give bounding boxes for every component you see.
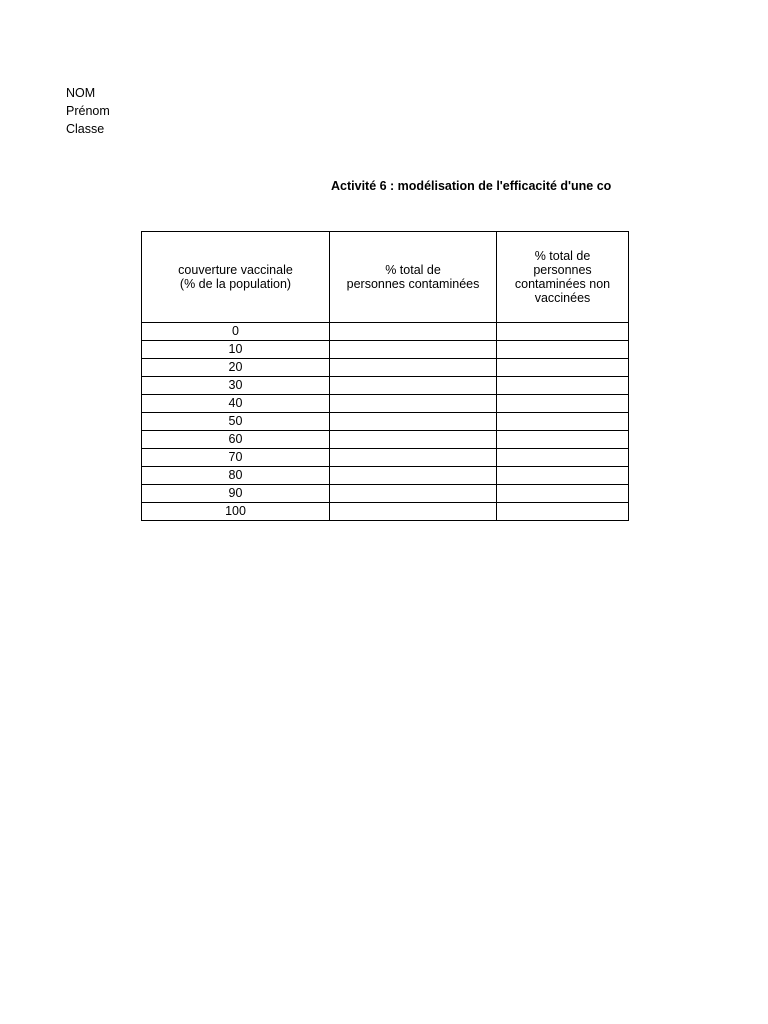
activity-title: Activité 6 : modélisation de l'efficacité d'une co xyxy=(331,179,612,193)
cell-total-infected[interactable] xyxy=(330,503,497,521)
cell-infected-unvaccinated[interactable] xyxy=(497,449,629,467)
cell-vaccine-coverage: 20 xyxy=(142,359,330,377)
data-table xyxy=(141,231,629,521)
table-row xyxy=(142,413,629,431)
cell-total-infected[interactable] xyxy=(330,485,497,503)
cell-infected-unvaccinated[interactable] xyxy=(497,395,629,413)
table-row xyxy=(142,467,629,485)
cell-total-infected[interactable] xyxy=(330,359,497,377)
cell-total-infected[interactable] xyxy=(330,323,497,341)
table-row xyxy=(142,323,629,341)
nom-label: NOM xyxy=(66,86,96,100)
cell-infected-unvaccinated[interactable] xyxy=(497,431,629,449)
cell-infected-unvaccinated[interactable] xyxy=(497,413,629,431)
cell-vaccine-coverage: 10 xyxy=(142,341,330,359)
cell-total-infected[interactable] xyxy=(330,467,497,485)
column-header-vaccine-coverage: couverture vaccinale (% de la population) xyxy=(142,232,330,323)
title-container xyxy=(331,176,630,196)
table-header-row xyxy=(142,232,629,323)
cell-vaccine-coverage: 60 xyxy=(142,431,330,449)
cell-total-infected[interactable] xyxy=(330,413,497,431)
cell-vaccine-coverage: 90 xyxy=(142,485,330,503)
cell-infected-unvaccinated[interactable] xyxy=(497,377,629,395)
cell-infected-unvaccinated[interactable] xyxy=(497,467,629,485)
table-row xyxy=(142,395,629,413)
cell-infected-unvaccinated[interactable] xyxy=(497,485,629,503)
cell-vaccine-coverage: 80 xyxy=(142,467,330,485)
prenom-label: Prénom xyxy=(66,104,110,118)
table-row xyxy=(142,377,629,395)
cell-vaccine-coverage: 30 xyxy=(142,377,330,395)
column-header-total-infected: % total de personnes contaminées xyxy=(330,232,497,323)
cell-vaccine-coverage: 100 xyxy=(142,503,330,521)
cell-infected-unvaccinated[interactable] xyxy=(497,503,629,521)
cell-total-infected[interactable] xyxy=(330,449,497,467)
cell-vaccine-coverage: 50 xyxy=(142,413,330,431)
cell-vaccine-coverage: 70 xyxy=(142,449,330,467)
table-row xyxy=(142,503,629,521)
table-row xyxy=(142,485,629,503)
table-row xyxy=(142,449,629,467)
table-body xyxy=(142,323,629,521)
table-row xyxy=(142,431,629,449)
cell-vaccine-coverage: 40 xyxy=(142,395,330,413)
cell-infected-unvaccinated[interactable] xyxy=(497,359,629,377)
classe-label: Classe xyxy=(66,122,105,136)
cell-total-infected[interactable] xyxy=(330,377,497,395)
table-row xyxy=(142,341,629,359)
table-row xyxy=(142,359,629,377)
cell-total-infected[interactable] xyxy=(330,431,497,449)
column-header-infected-unvaccinated: % total de personnes contaminées non vaccinées xyxy=(497,232,629,323)
cell-total-infected[interactable] xyxy=(330,395,497,413)
cell-vaccine-coverage: 0 xyxy=(142,323,330,341)
cell-infected-unvaccinated[interactable] xyxy=(497,341,629,359)
student-info-fields xyxy=(66,84,110,138)
cell-total-infected[interactable] xyxy=(330,341,497,359)
cell-infected-unvaccinated[interactable] xyxy=(497,323,629,341)
